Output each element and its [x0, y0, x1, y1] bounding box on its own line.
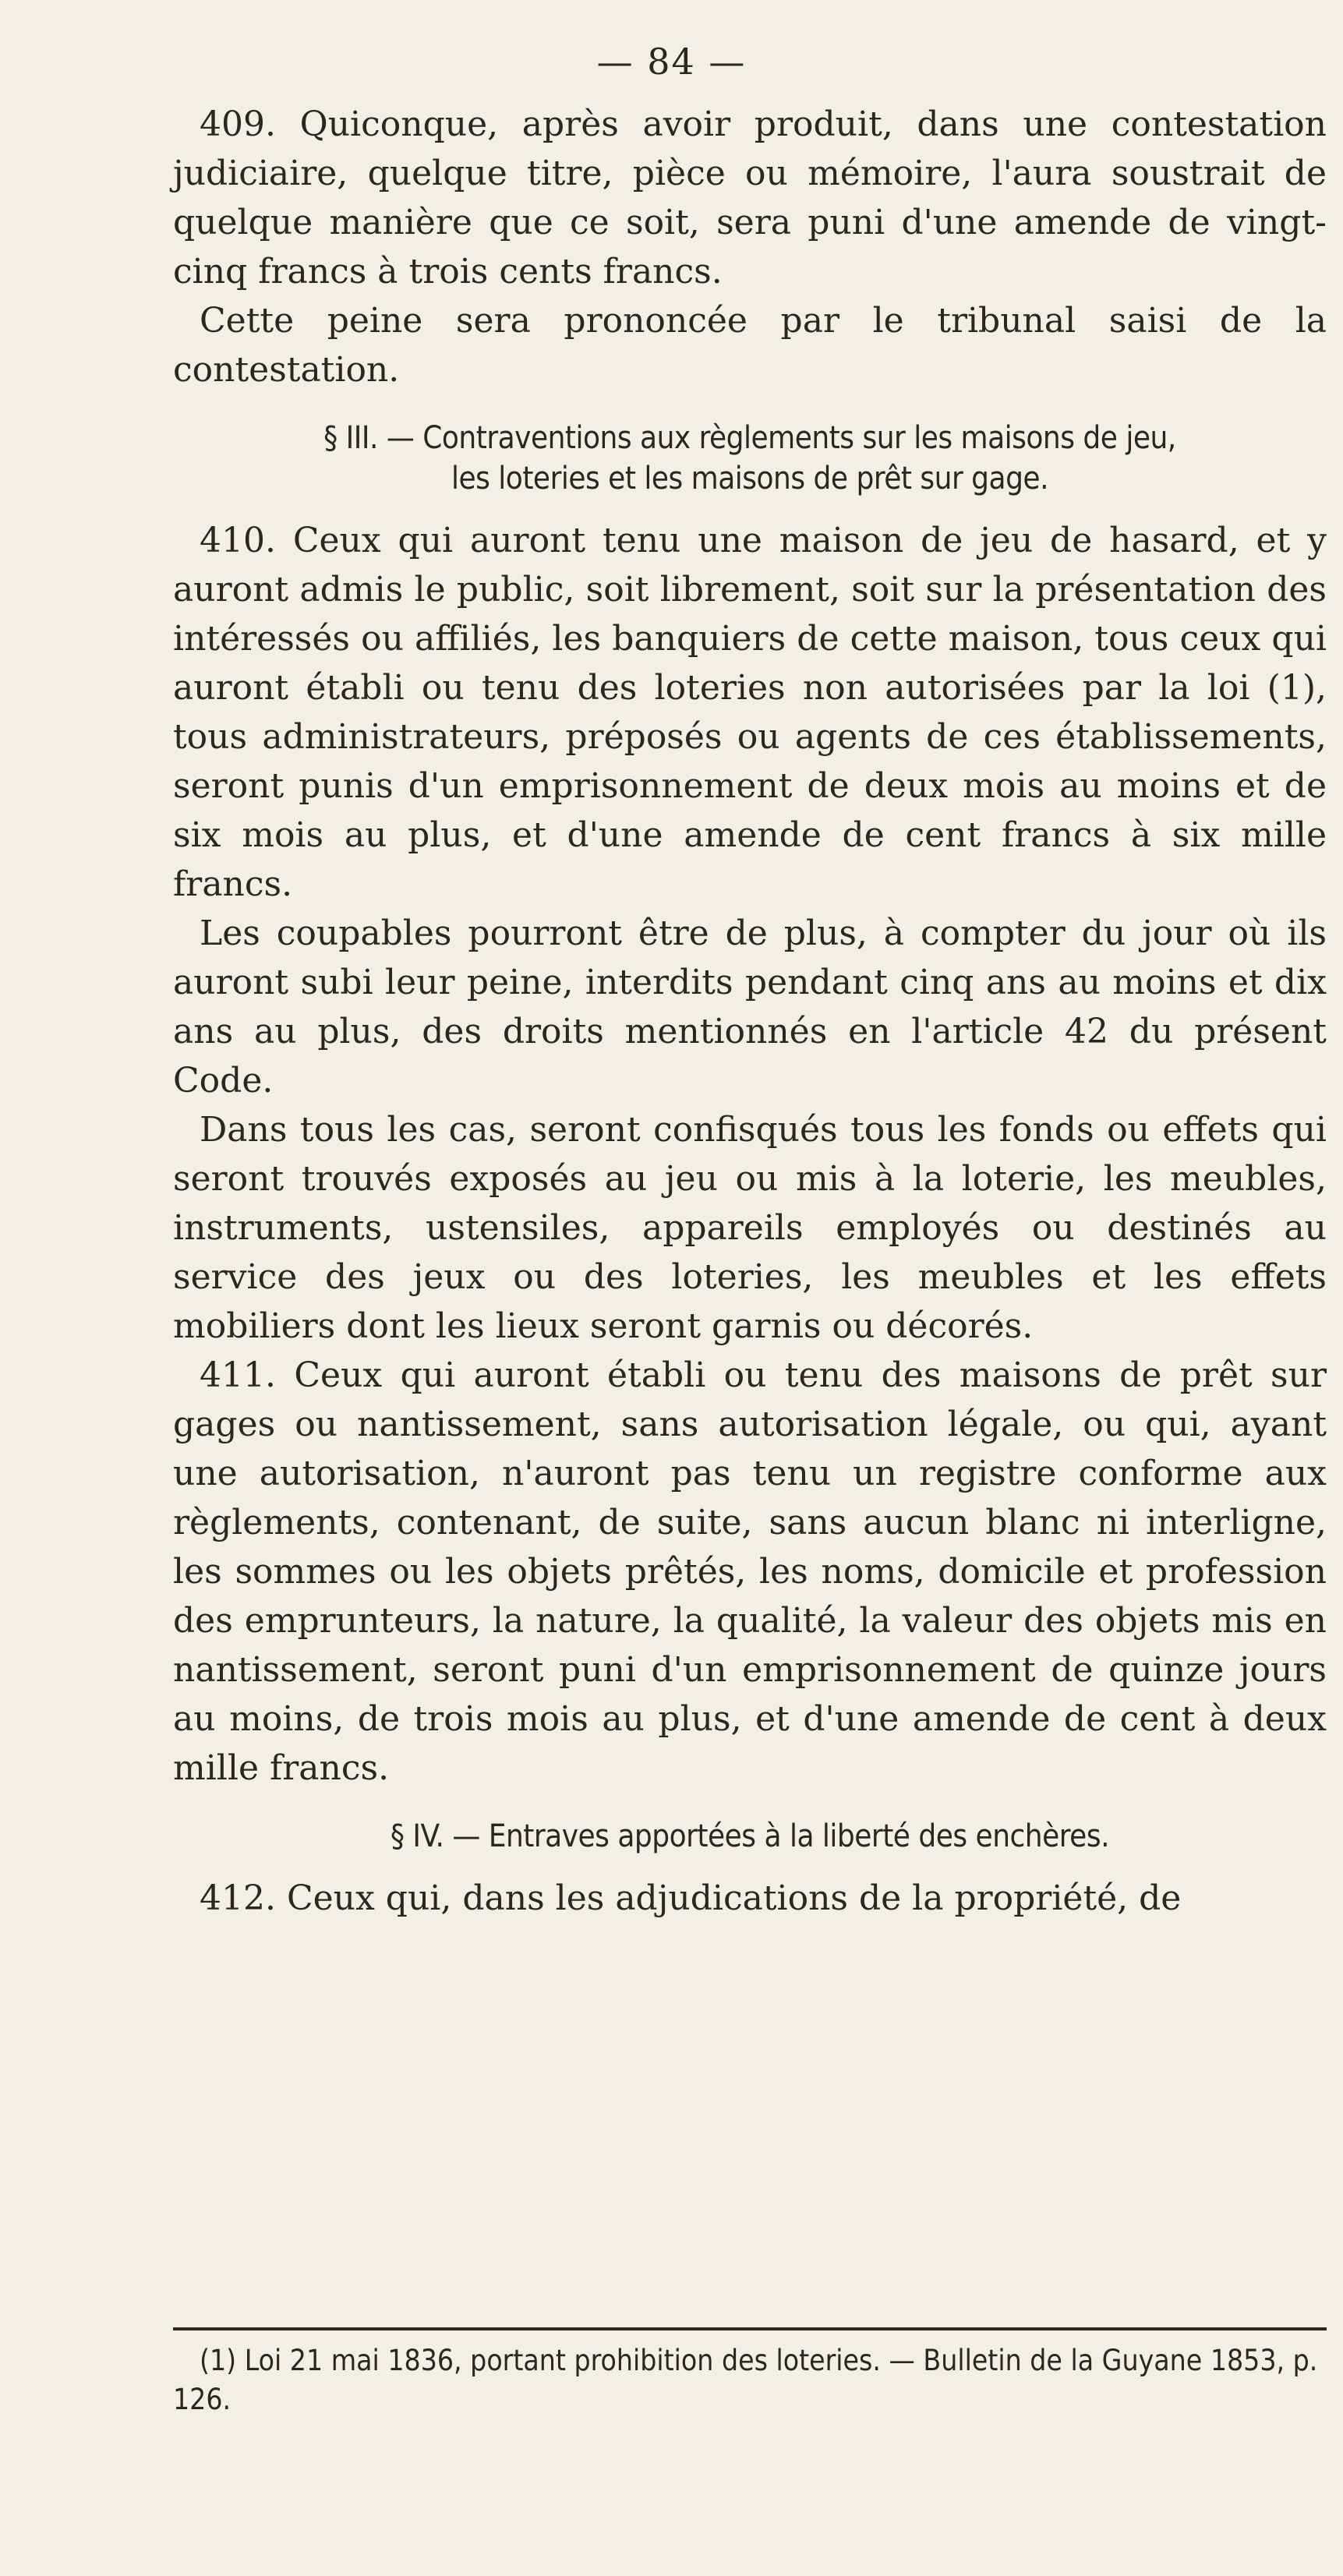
article-409-paragraph-2: Cette peine sera prononcée par le tribunal saisi de la contestation.: [173, 301, 1327, 390]
section-heading-iii-line-2: les loteries et les maisons de prêt sur gage.: [451, 461, 1048, 496]
article-410: 410. Ceux qui auront tenu une maison de jeu de hasard, et y auront admis le public, soit librement, soit sur la présentation des intéressés ou affiliés, les banquiers de cette maison, tous ceux qui auront établi ou tenu des loteries non autorisées par la loi (1), tous administrateurs, préposés ou agents de ces établissements, seront punis d'un emprisonnement de deux mois au moins et de six mois au plus, et d'une amende de cent francs à six mille francs.: [173, 521, 1327, 904]
section-heading-iii: [173, 418, 1327, 499]
page-body: [173, 100, 1327, 1923]
article-411: 411. Ceux qui auront établi ou tenu des maisons de prêt sur gages ou nantissement, sans autorisation légale, ou qui, ayant une autorisation, n'auront pas tenu un registre conforme aux règlements, contenant, de suite, sans aucun blanc ni interligne, les sommes ou les objets prêtés, les noms, domicile et profession des emprunteurs, la nature, la qualité, la valeur des objets mis en nantissement, seront puni d'un emprisonnement de quinze jours au moins, de trois mois au plus, et d'une amende de cent à deux mille francs.: [173, 1355, 1327, 1788]
article-410-paragraph-3: Dans tous les cas, seront confisqués tous les fonds ou effets qui seront trouvés exposés au jeu ou mis à la loterie, les meubles, instruments, ustensiles, appareils employés ou destinés au service des jeux ou des loteries, les meubles et les effets mobiliers dont les lieux seront garnis ou décorés.: [173, 1110, 1327, 1346]
article-412: 412. Ceux qui, dans les adjudications de la propriété, de: [200, 1878, 1182, 1918]
footnote-divider: [173, 2327, 1327, 2330]
article-409: 409. Quiconque, après avoir produit, dans une contestation judiciaire, quelque titre, pièce ou mémoire, l'aura soustrait de quelque manière que ce soit, sera puni d'une amende de vingt-cinq francs à trois cents francs.: [173, 104, 1327, 292]
section-heading-iii-line-1: § III. — Contraventions aux règlements sur les maisons de jeu,: [323, 420, 1176, 456]
footnote: (1) Loi 21 mai 1836, portant prohibition des loteries. — Bulletin de la Guyane 1853, p. 126.: [173, 2344, 1318, 2416]
page-number: — 84 —: [596, 41, 747, 83]
section-heading-iv: § IV. — Entraves apportées à la liberté des enchères.: [391, 1818, 1109, 1854]
article-410-paragraph-2: Les coupables pourront être de plus, à compter du jour où ils auront subi leur peine, interdits pendant cinq ans au moins et dix ans au plus, des droits mentionnés en l'article 42 du présent Code.: [173, 913, 1327, 1101]
